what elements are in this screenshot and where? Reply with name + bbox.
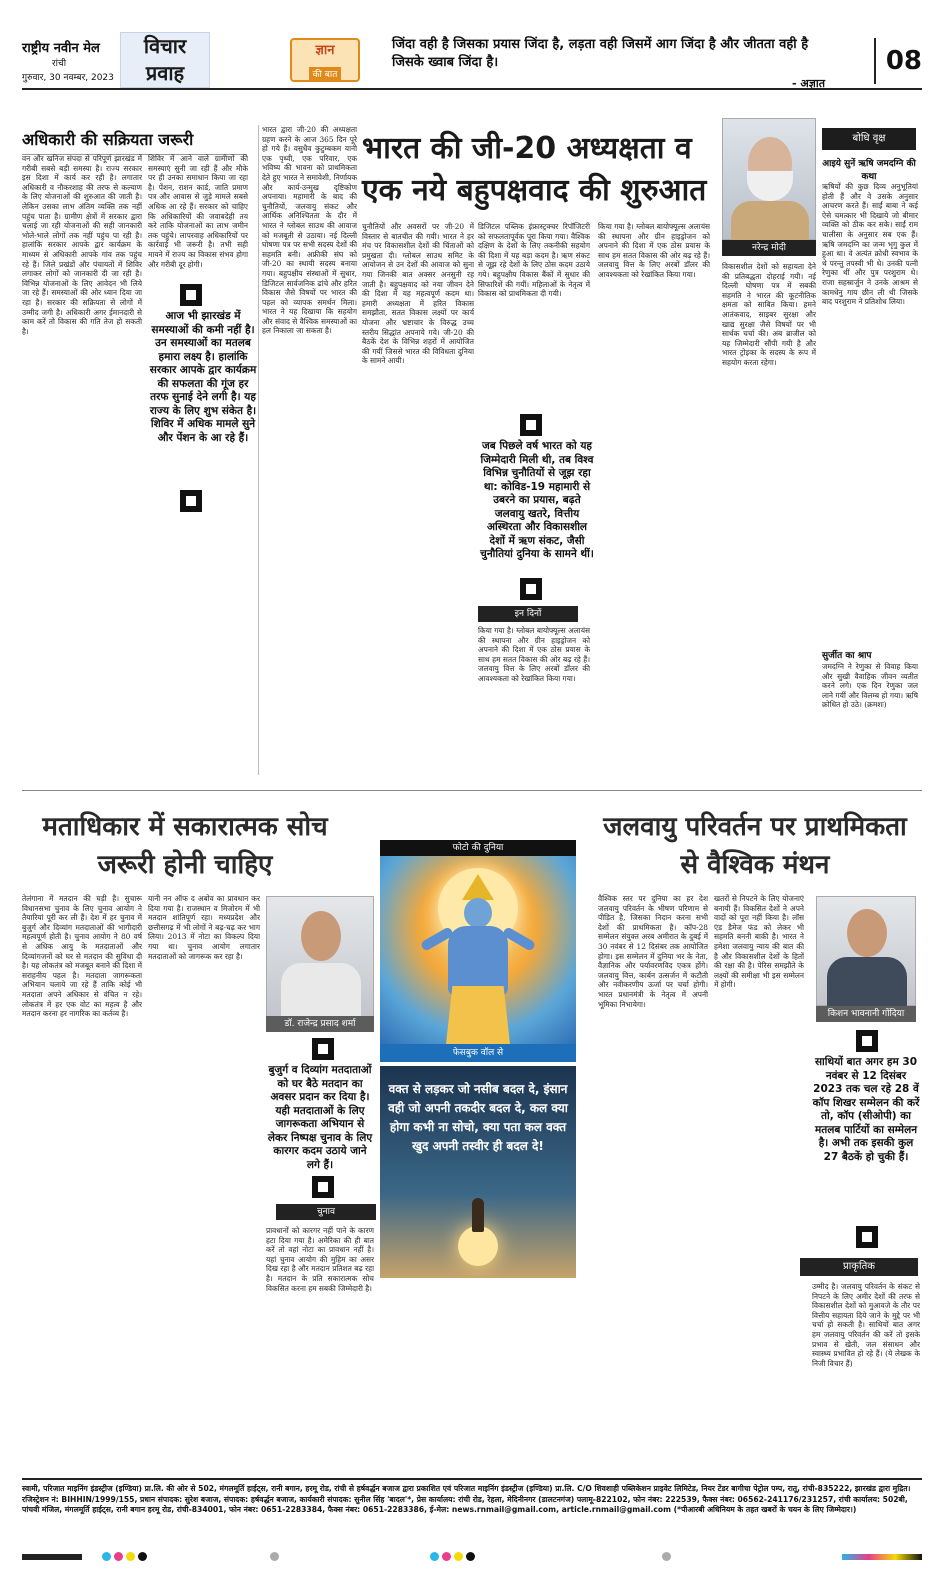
qr-icon bbox=[312, 1176, 334, 1198]
photo-dunia-label: फोटो की दुनिया bbox=[380, 840, 576, 856]
modi-caption: नरेन्द्र मोदी bbox=[722, 240, 816, 256]
color-registration-bar bbox=[22, 1552, 922, 1562]
prakritik-label: प्राकृतिक bbox=[800, 1258, 918, 1276]
paper-date: गुरुवार, 30 नवम्बर, 2023 bbox=[22, 73, 114, 83]
g20-column-2: डिजिटल पब्लिक इंफ्रास्ट्रक्चर रिपॉजिटरी को सफलतापूर्वक पूरा किया गया। वैश्विक दक्षिण के देशों के लिए तकनीकी सहयोग की दिशा में यह बड़ा कदम है। ऋण संकट से जूझ रहे देशों के लिए ठोस कदम उठाये गये। बहुपक्षीय विकास बैंकों में सुधार की सिफारिशें की गयीं। महिलाओं के नेतृत्व में विकास को प्राथमिकता दी गयी। bbox=[478, 222, 590, 299]
gyan-line1: ज्ञान bbox=[315, 43, 335, 58]
bodh-vriksh-body: ऋषियों की कुछ दिव्य अनुभूतियां होती हैं और वे उसके अनुसार आचरण करते हैं। साईं बाबा ने कई ऐसे चमत्कार भी दिखाये जो बीमार व्यक्ति को ठीक कर सके। साईं राम चालीसा के अनुसार सब एक हैं। ऋषि जमदग्नि का जन्म भृगु कुल में हुआ था। वे अत्यंत क्रोधी स्वभाव के थे परन्तु तपस्वी भी थे। उनकी पत्नी रेणुका थीं और पुत्र परशुराम थे। राजा सहस्रार्जुन ने उनके आश्रम से कामधेनु गाय छीन ली थी जिसके बाद परशुराम ने प्रतिशोध लिया। bbox=[822, 182, 918, 307]
g20-column-4: विकासशील देशों को सहायता देने की प्रतिबद्धता दोहराई गयी। नई दिल्ली घोषणा पत्र में सबकी सहमति ने भारत की कूटनीतिक क्षमता को साबित किया। हमने आतंकवाद, साइबर सुरक्षा और खाद्य सुरक्षा जैसे विषयों पर भी सार्थक चर्चा की। अब ब्राजील को यह जिम्मेदारी सौंपी गयी है और भारत ट्रोइका के सदस्य के रूप में सहयोग करता रहेगा। bbox=[722, 262, 816, 367]
bodh-vriksh-subheading: सुर्जीत का श्राप bbox=[822, 651, 872, 661]
bodh-vriksh-body2: जमदग्नि ने रेणुका से विवाह किया और सुखी वैवाहिक जीवन व्यतीत करने लगे। एक दिन रेणुका जल लाने गयीं और विलम्ब हो गया। ऋषि क्रोधित हो उठे। (क्रमशः) bbox=[822, 662, 918, 710]
editorial-body-cont: शिविर में आने वाले ग्रामीणों की समस्याएं सुनी जा रही हैं और मौके पर ही उनका समाधान किया जा रहा है। पेंशन, राशन कार्ड, जाति प्रमाण पत्र और आवास से जुड़े मामले सबसे अधिक आ रहे हैं। सरकार को चाहिए कि अधिकारियों की जवाबदेही तय करे ताकि योजनाओं का लाभ जमीन तक पहुंचे। लापरवाह अधिकारियों पर कार्रवाई भी जरूरी है। तभी सही मायने में राज्य का विकास संभव होगा और गरीबी दूर होगी। bbox=[148, 154, 248, 269]
voting-column-1: तेलंगाना में मतदान की घड़ी है। सुचारू विधानसभा चुनाव के लिए चुनाव आयोग ने तैयारियां पूरी कर ली हैं। देश में हर चुनाव में बुजुर्ग और दिव्यांग मतदाताओं की भागीदारी महत्वपूर्ण होती है। चुनाव आयोग ने 80 वर्ष से अधिक आयु के मतदाताओं और दिव्यांगजनों को घर से मतदान की सुविधा दी है। यह लोकतंत्र को मजबूत बनाने की दिशा में सराहनीय पहल है। मतदाता जागरूकता अभियान चलाये जा रहे हैं ताकि कोई भी मतदाता अपने अधिकार से वंचित न रहे। लोकतंत्र में हर एक वोट का महत्व है और मतदान करना हर नागरिक का कर्तव्य है। bbox=[22, 894, 142, 1019]
author-photo-bhavnani bbox=[816, 896, 916, 1006]
deity-image bbox=[380, 856, 576, 1044]
editorial-pullquote: आज भी झारखंड में समस्याओं की कमी नहीं है। उन समस्याओं का मतलब हमारा लक्ष्य है। हालांकि सरकार आपके द्वार कार्यक्रम की सफलता की गूंज हर तरफ सुनाई देने लगी है। यह राज्य के लिए शुभ संकेत है। शिविर में अधिक मामले सुने और पेंशन के आ रहे हैं। bbox=[149, 310, 257, 444]
g20-heading: भारत की जी-20 अध्यक्षता व एक नये बहुपक्षवाद की शुरुआत bbox=[362, 131, 707, 208]
author-photo-sharma bbox=[266, 896, 374, 1018]
qr-icon bbox=[856, 1226, 878, 1248]
masthead-quote: जिंदा वही है जिसका प्रयास जिंदा है, लड़ता वही जिसमें आग जिंदा है और जीतता वही है जिसके ख्वाब जिंदा है। bbox=[392, 37, 809, 70]
modi-photo bbox=[722, 118, 816, 240]
g20-column-1: चुनौतियों और अवसरों पर जी-20 में विस्तार से बातचीत की गयी। भारत ने हर मंच पर विकासशील देशों की चिंताओं को प्रमुखता दी। ग्लोबल साउथ समिट के आयोजन से उन देशों की आवाज को सुना गया जिनकी बात अक्सर अनसुनी रह जाती है। बहुपक्षवाद को नया जीवन देने की दिशा में यह महत्वपूर्ण कदम था। हमारी अध्यक्षता में हरित विकास समझौता, सतत विकास लक्ष्यों पर कार्य योजना और भ्रष्टाचार के विरुद्ध उच्च स्तरीय सिद्धांत अपनाये गये। जी-20 की बैठकें देश के विभिन्न शहरों में आयोजित की गयीं जिससे भारत की विविधता दुनिया के सामने आयी। bbox=[362, 222, 474, 366]
author-caption-sharma: डॉ. राजेन्द्र प्रसाद शर्मा bbox=[266, 1016, 374, 1032]
section-label-line1: विचार bbox=[143, 34, 187, 58]
editorial-heading: अधिकारी की सक्रियता जरूरी bbox=[22, 128, 247, 155]
editorial-body: वन और खनिज संपदा से परिपूर्ण झारखंड में गरीबी सबसे बड़ी समस्या है। राज्य सरकार इस दिशा में कार्य कर रही है। लगातार अधिकारी व नौकरशाह की तरफ से कल्याण के लिए योजनाओं की शुरुआत की जाती है। लेकिन उसका लाभ अंतिम व्यक्ति तक नहीं पहुंच पाता है। ग्रामीण क्षेत्रों में सरकार द्वारा चलाई जा रही योजनाओं की सही जानकारी भोले-भाले लोगों तक नहीं पहुंच पा रही है। हालांकि सरकार आपके द्वार कार्यक्रम के माध्यम से अधिकारी आपके गांव तक पहुंच रहे हैं। जिले प्रखंडों और पंचायतों में शिविर लगाकर लोगों को जानकारी दी जा रही है। विभिन्न योजनाओं के लिए आवेदन भी लिये जा रहे हैं। समस्याओं की ओर ध्यान दिया जा रहा है। सरकार की सक्रियता से लोगों में उम्मीद जगी है। अधिकारी अगर ईमानदारी से काम करें तो विकास की गति तेज हो सकती है। bbox=[22, 154, 142, 336]
g20-column-3: किया गया है। ग्लोबल बायोफ्यूल्स अलायंस की स्थापना और ग्रीन हाइड्रोजन को अपनाने की दिशा में एक ठोस प्रयास के साथ हम सतत विकास की ओर बढ़ रहे हैं। जलवायु वित्त के लिए अरबों डॉलर की आवश्यकता को रेखांकित किया गया। bbox=[598, 222, 710, 279]
author-caption-bhavnani: किशन भावनानी गोंदिया bbox=[816, 1006, 916, 1022]
chunav-label: चुनाव bbox=[276, 1204, 376, 1220]
g20-column-2b: किया गया है। ग्लोबल बायोफ्यूल्स अलायंस की स्थापना और ग्रीन हाइड्रोजन को अपनाने की दिशा में एक ठोस प्रयास के साथ हम सतत विकास की ओर बढ़ रहे हैं। जलवायु वित्त के लिए अरबों डॉलर की आवश्यकता को रेखांकित किया गया। bbox=[478, 626, 590, 683]
motivational-quote-text: वक्त से लड़कर जो नसीब बदल दे, इंसान वही जो अपनी तकदीर बदल दे, कल क्या होगा कभी ना सोचो, क्या पता कल वक्त खुद अपनी तस्वीर ही बदल दे! bbox=[388, 1082, 568, 1153]
photo-dunia-caption: फेसबुक वॉल से bbox=[380, 1044, 576, 1062]
voting-heading: मताधिकार में सकारात्मक सोच जरूरी होनी चाहिए bbox=[42, 812, 328, 880]
in-dino-label: इन दिनों bbox=[478, 606, 578, 622]
climate-column-2: खतरों से निपटने के लिए योजनाएं बनायी हैं। विकसित देशों ने अपने वादों को पूरा नहीं किया है। लॉस एंड डैमेज फंड को लेकर भी सहमति बननी बाकी है। भारत ने हमेशा जलवायु न्याय की बात की है और विकासशील देशों के हितों की रक्षा की है। पेरिस समझौते के लक्ष्यों की समीक्षा भी इस सम्मेलन में होगी। bbox=[714, 894, 804, 990]
climate-pullquote: साथियों बात अगर हम 30 नवंबर से 12 दिसंबर 2023 तक चल रहे 28 वें कॉप शिखर सम्मेलन की करें तो, कॉप (सीओपी) का मतलब पार्टियों का सम्मेलन है। अभी तक इसकी कुल 27 बैठकें हो चुकी हैं। bbox=[812, 1056, 920, 1163]
g20-lead-column: भारत द्वारा जी-20 की अध्यक्षता ग्रहण करने के आज 365 दिन पूरे हो गये हैं। वसुधैव कुटुम्बकम यानी एक पृथ्वी, एक परिवार, एक भविष्य की भावना को प्राथमिकता देते हुए भारत ने समावेशी, निर्णायक और कार्य-उन्मुख दृष्टिकोण अपनाया। महामारी के बाद की चुनौतियों, जलवायु संकट और आर्थिक अनिश्चितता के दौर में भारत ने ग्लोबल साउथ की आवाज को मजबूती से उठाया। नई दिल्ली घोषणा पत्र पर सभी सदस्य देशों की सहमति बनी। अफ्रीकी संघ को जी-20 का स्थायी सदस्य बनाया गया। बहुपक्षीय संस्थाओं में सुधार, डिजिटल सार्वजनिक ढांचे और हरित विकास जैसे विषयों पर भारत की पहल को व्यापक समर्थन मिला। भारत ने यह दिखाया कि सहयोग और संवाद से वैश्विक समस्याओं का हल निकाला जा सकता है। bbox=[262, 125, 357, 336]
section-label-line2: प्रवाह bbox=[145, 61, 185, 85]
voting-pullquote: बुजुर्ग व दिव्यांग मतदाताओं को घर बैठे मतदान का अवसर प्रदान कर दिया है। यही मतदाताओं के लिए जागरूकता अभियान से लेकर निष्पक्ष चुनाव के लिए कारगर कदम उठाये जाने लगे हैं। bbox=[267, 1064, 373, 1171]
section-label bbox=[120, 32, 210, 88]
voting-column-3: प्रावधानों को कारगर नहीं पाने के कारण हटा दिया गया है। अमेरिका की ही बात करें तो वहां नोटा का प्रावधान नहीं है। यहां चुनाव आयोग की मुहिम का असर दिख रहा है और मतदान प्रतिशत बढ़ रहा है। मतदान के प्रति सकारात्मक सोच विकसित करना हम सबकी जिम्मेदारी है। bbox=[266, 1226, 374, 1293]
qr-icon bbox=[180, 284, 202, 306]
voting-column-2: यानी नन ऑफ द अबोव का प्रावधान कर दिया गया है। राजस्थान व मिजोरम में भी मतदान शांतिपूर्ण रहा। मध्यप्रदेश और छत्तीसगढ़ में भी लोगों ने बढ़-चढ़ कर भाग लिया। 2013 में नोटा का विकल्प दिया गया था। चुनाव आयोग लगातार मतदाताओं को जागरूक कर रहा है। bbox=[148, 894, 260, 961]
qr-icon bbox=[520, 414, 542, 436]
page-number: 08 bbox=[874, 38, 922, 84]
paper-name: राष्ट्रीय नवीन मेल bbox=[22, 41, 100, 56]
bodh-vriksh-subtitle: आइये सुनें ऋषि जमदग्नि की कथा bbox=[822, 159, 916, 182]
footer-imprint: स्वामी, परिजात माइनिंग इंडस्ट्रीज (इण्डिया) प्रा.लि. की ओर से 502, मंगलमूर्ति हाईट्स, रानी बगान, हरमू रोड, रांची से हर्षवर्द्धन बजाज द्वारा प्रकाशित एवं परिजात माइनिंग इंडस्ट्रीज (इण्डिया) प्रा.लि. C/O शिवशाही पब्लिकेशन प्राइवेट लिमिटेड, नियर टेंडर बागीचा पेट्रोल पम्प, रातू, रांची-835222, झारखंड द्वारा मुद्रित। रजिस्ट्रेशन नं: BIHHIN/1999/155, प्रधान संपादक: सुरेश बजाज, संपादक: हर्षवर्द्धन बजाज, कार्यकारी संपादक: सुनील सिंह 'बादल'*, प्रेस कार्यालय: रांची रोड, रेहला, मेदिनीनगर (डालटनगंज) पलामू-822102, फोन नंबर: 222539, फैक्स नंबर: 06562-241176/231257, रांची कार्यालय: 502बी, पांचवी मंजिल, मंगलमूर्ति हाईट्स, रानी बगान हरमू रोड, रांची-834001, फोन नंबर: 0651-2283384, फैक्स नंबर: 0651-2283386, ई-मेल: news.rnmail@gmail.com, article.rnmail@gmail.com (*पीआरबी अधिनियम के तहत खबरों के चयन के लिए जिम्मेदार।) bbox=[22, 1478, 922, 1550]
gyan-ki-baat-logo bbox=[290, 38, 360, 82]
qr-icon bbox=[180, 490, 202, 512]
climate-heading: जलवायु परिवर्तन पर प्राथमिकता से वैश्विक मंथन bbox=[603, 812, 907, 880]
gyan-line2: की बात bbox=[309, 67, 342, 80]
qr-icon bbox=[312, 1038, 334, 1060]
paper-location: रांची bbox=[52, 59, 67, 69]
bodh-vriksh-label: बोधि वृक्ष bbox=[822, 128, 916, 150]
motivational-quote-image bbox=[380, 1066, 576, 1278]
climate-column-3: उम्मीद है। जलवायु परिवर्तन के संकट से निपटने के लिए अमीर देशों की तरफ से विकासशील देशों को मुआवजे के तौर पर वित्तीय सहायता दिये जाने के मुद्दे पर भी चर्चा हो सकती है। साथियों बात अगर हम जलवायु परिवर्तन की करें तो इसके प्रभाव से खेती, जल संसाधन और स्वास्थ्य प्रभावित हो रहे हैं। (ये लेखक के निजी विचार हैं) bbox=[812, 1282, 920, 1368]
masthead-quote-author: - अज्ञात bbox=[792, 77, 825, 90]
qr-icon bbox=[520, 578, 542, 600]
qr-icon bbox=[856, 1030, 878, 1052]
climate-column-1: वैश्विक स्तर पर दुनिया का हर देश जलवायु परिवर्तन के भीषण परिणाम से पीड़ित है, जिसका निदान करना सभी देशों की प्राथमिकता है। कॉप-28 सम्मेलन संयुक्त अरब अमीरात के दुबई में 30 नवंबर से 12 दिसंबर तक आयोजित होगा। इस सम्मेलन में दुनिया भर के नेता, वैज्ञानिक और पर्यावरणविद एकत्र होंगे। जलवायु वित्त, कार्बन उत्सर्जन में कटौती और नवीकरणीय ऊर्जा पर चर्चा होगी। भारत प्रधानमंत्री के नेतृत्व में अपनी भूमिका निभायेगा। bbox=[598, 894, 708, 1009]
g20-pullquote: जब पिछले वर्ष भारत को यह जिम्मेदारी मिली थी, तब विश्व विभिन्न चुनौतियों से जूझ रहा था: कोविड-19 महामारी से उबरने का प्रयास, बढ़ते जलवायु खतरे, वित्तीय अस्थिरता और विकासशील देशों में ऋण संकट, जैसी चुनौतियां दुनिया के सामने थीं। bbox=[480, 440, 594, 560]
masthead bbox=[22, 30, 922, 90]
